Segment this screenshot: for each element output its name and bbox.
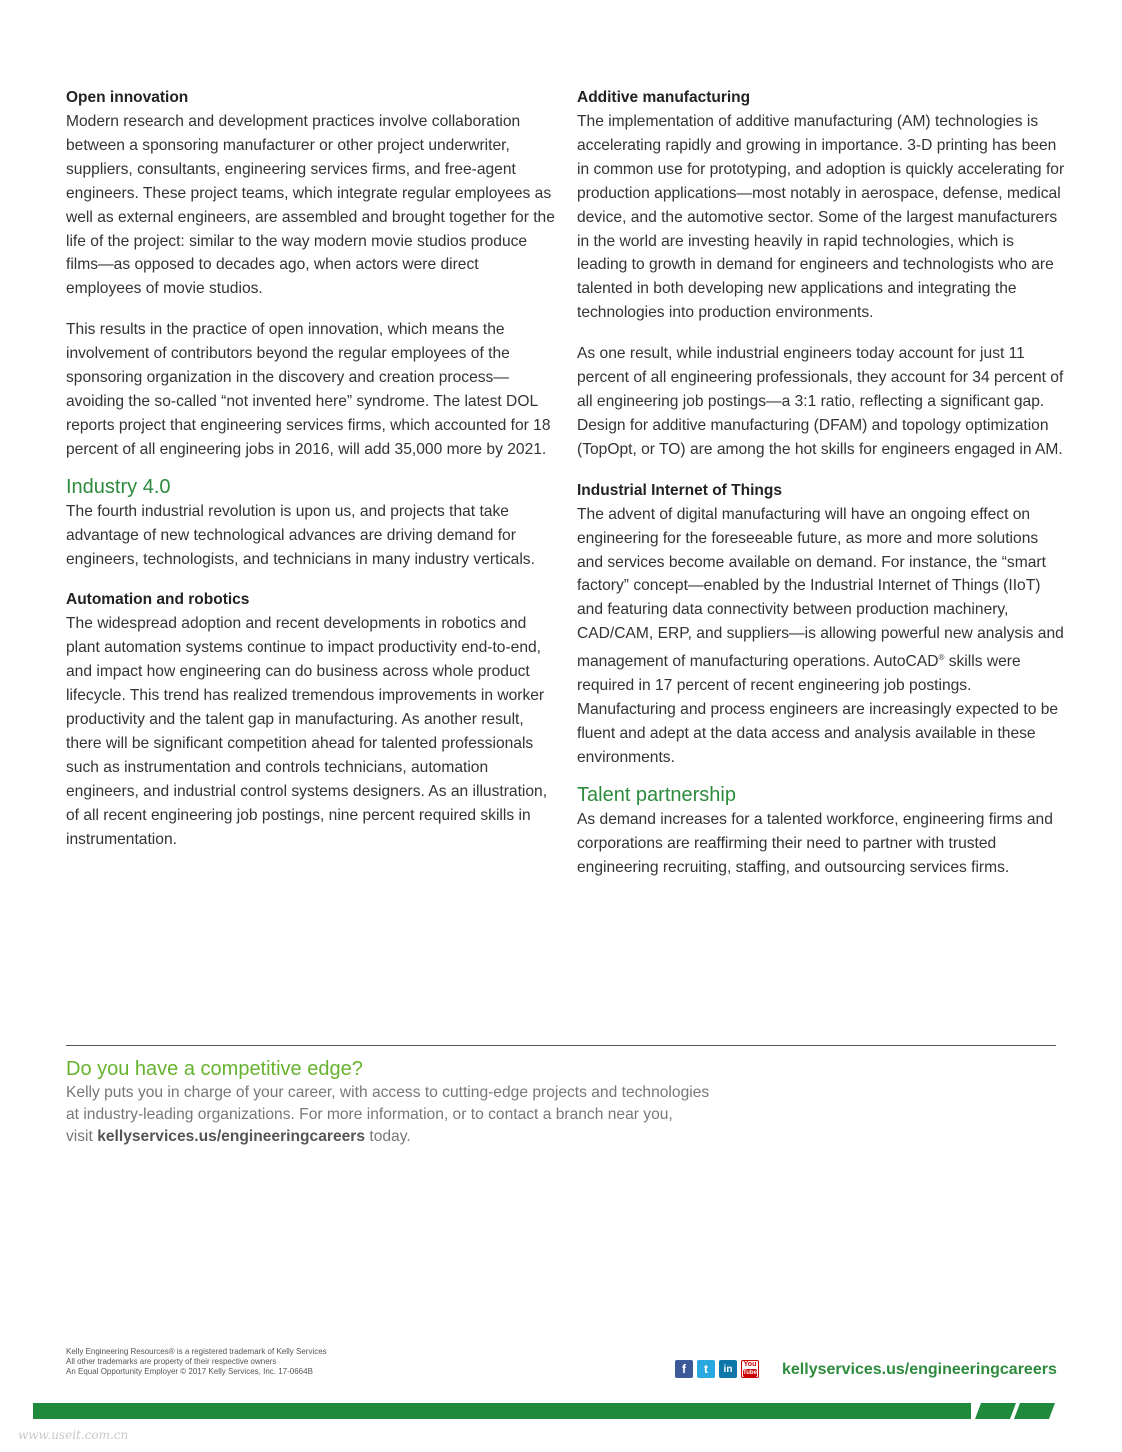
additive-paragraph-1: The implementation of additive manufacturing (AM) technologies is accelerating rapidly and growing in importance. 3-D printing has been in common use for prototyping, and adoption is quickly accelerating for production applications—most notably in aerospace, defense, medical device, and the automotive sector. Some of the largest manufacturers in the world are investing heavily in rapid technologies, which is leading to growth in demand for engineers and technologists who are talented in both developing new applications and integrating the technologies into production environments. <box>577 113 1065 322</box>
open-innovation-paragraph-2: This results in the practice of open innovation, which means the involvement of contributors beyond the regular employees of the sponsoring organization in the discovery and creation process—avoiding the so-called “not invented here” syndrome. The latest DOL reports project that engineering services firms, which accounted for 18 percent of all engineering jobs in 2016, will add 35,000 more by 2021. <box>66 321 551 458</box>
cta-visit: visit <box>66 1128 98 1145</box>
footer-url[interactable]: kellyservices.us/engineeringcareers <box>782 1361 1057 1378</box>
additive-paragraph-2: As one result, while industrial engineers today account for just 11 percent of all engineering professionals, they account for 34 percent of all engineering job postings—a 3:1 ratio, reflecting a significant gap. Design for additive manufacturing (DFAM) and topology optimization (TopOpt, or TO) are among the hot skills for engineers engaged in AM. <box>577 345 1064 458</box>
legal-notice <box>66 1347 327 1377</box>
footer-bar-stripe-1 <box>975 1403 1016 1419</box>
cta-today: today. <box>365 1128 411 1145</box>
left-column <box>66 86 556 851</box>
registered-mark: ® <box>938 653 945 663</box>
open-innovation-paragraph-1: Modern research and development practices involve collaboration between a sponsoring manufacturer or other project underwriter, suppliers, consultants, engineering services firms, and free-agent engineers. These project teams, which integrate regular employees as well as external engineers, are assembled and brought together for the life of the project: similar to the way modern movie studios produce films—as opposed to decades ago, when actors were direct employees of movie studios. <box>66 113 555 298</box>
legal-line-2: All other trademarks are property of their respective owners <box>66 1357 277 1366</box>
open-innovation-heading: Open innovation <box>66 89 189 106</box>
cta-line-3 <box>66 1126 826 1148</box>
social-icons <box>675 1360 759 1378</box>
iiot-text-b: skills were required in 17 percent of recent engineering job postings. Manufacturing and process engineers are increasingly expected to be fluent and adept at the data access and analysis available in these environments. <box>577 653 1059 766</box>
right-column <box>577 86 1067 880</box>
cta-title: Do you have a competitive edge? <box>66 1058 363 1080</box>
youtube-icon-you: You <box>743 1361 757 1368</box>
cta-link[interactable]: kellyservices.us/engineeringcareers <box>97 1128 366 1145</box>
cta-line-1: Kelly puts you in charge of your career, with access to cutting-edge projects and technologies <box>66 1084 710 1101</box>
iiot-heading: Industrial Internet of Things <box>577 481 782 499</box>
footer-bar-stripe-2 <box>1014 1403 1055 1419</box>
facebook-icon[interactable]: f <box>675 1360 693 1378</box>
twitter-icon[interactable]: t <box>697 1360 715 1378</box>
divider-rule <box>66 1045 1056 1046</box>
footer-green-bar <box>33 1403 1057 1419</box>
watermark: www.useit.com.cn <box>18 1428 129 1442</box>
automation-paragraph: The widespread adoption and recent developments in robotics and plant automation systems continue to impact productivity end-to-end, and impact how engineering can do business across whole product lifecycle. This trend has realized tremendous improvements in worker productivity and the talent gap in manufacturing. As another result, there will be significant competition ahead for talented professionals such as instrumentation and controls technicians, automation engineers, and industrial control systems designers. As an illustration, of all recent engineering job postings, nine percent required skills in instrumentation. <box>66 615 548 848</box>
linkedin-icon[interactable]: in <box>719 1360 737 1378</box>
industry-paragraph: The fourth industrial revolution is upon us, and projects that take advantage of new technological advances are driving demand for engineers, technologists, and technicians in many industry verticals. <box>66 502 535 568</box>
cta-text <box>66 1082 826 1148</box>
youtube-icon-tube: Tube <box>743 1370 757 1376</box>
industry-title: Industry 4.0 <box>66 475 171 498</box>
talent-paragraph: As demand increases for a talented workforce, engineering firms and corporations are reaffirming their need to partner with trusted engineering recruiting, staffing, and outsourcing services firms. <box>577 810 1053 876</box>
iiot-paragraph <box>577 503 1067 770</box>
automation-heading: Automation and robotics <box>66 591 250 609</box>
talent-title: Talent partnership <box>577 783 736 806</box>
youtube-icon[interactable] <box>741 1360 759 1378</box>
cta-line-2: at industry-leading organizations. For more information, or to contact a branch near you, <box>66 1106 673 1123</box>
legal-line-1: Kelly Engineering Resources® is a registered trademark of Kelly Services <box>66 1347 327 1356</box>
additive-heading: Additive manufacturing <box>577 89 751 106</box>
iiot-text-a: The advent of digital manufacturing will have an ongoing effect on engineering for the foreseeable future, as more and more solutions and services become available on demand. For instance, the “smart factory” concept—enabled by the Industrial Internet of Things (IIoT) and featuring data connectivity between production machinery, CAD/CAM, ERP, and suppliers—is allowing powerful new analysis and management of manufacturing operations. AutoCAD <box>577 505 1064 671</box>
footer-bar-main <box>33 1403 971 1419</box>
legal-line-3: An Equal Opportunity Employer © 2017 Kelly Services, Inc. 17-0664B <box>66 1367 313 1376</box>
